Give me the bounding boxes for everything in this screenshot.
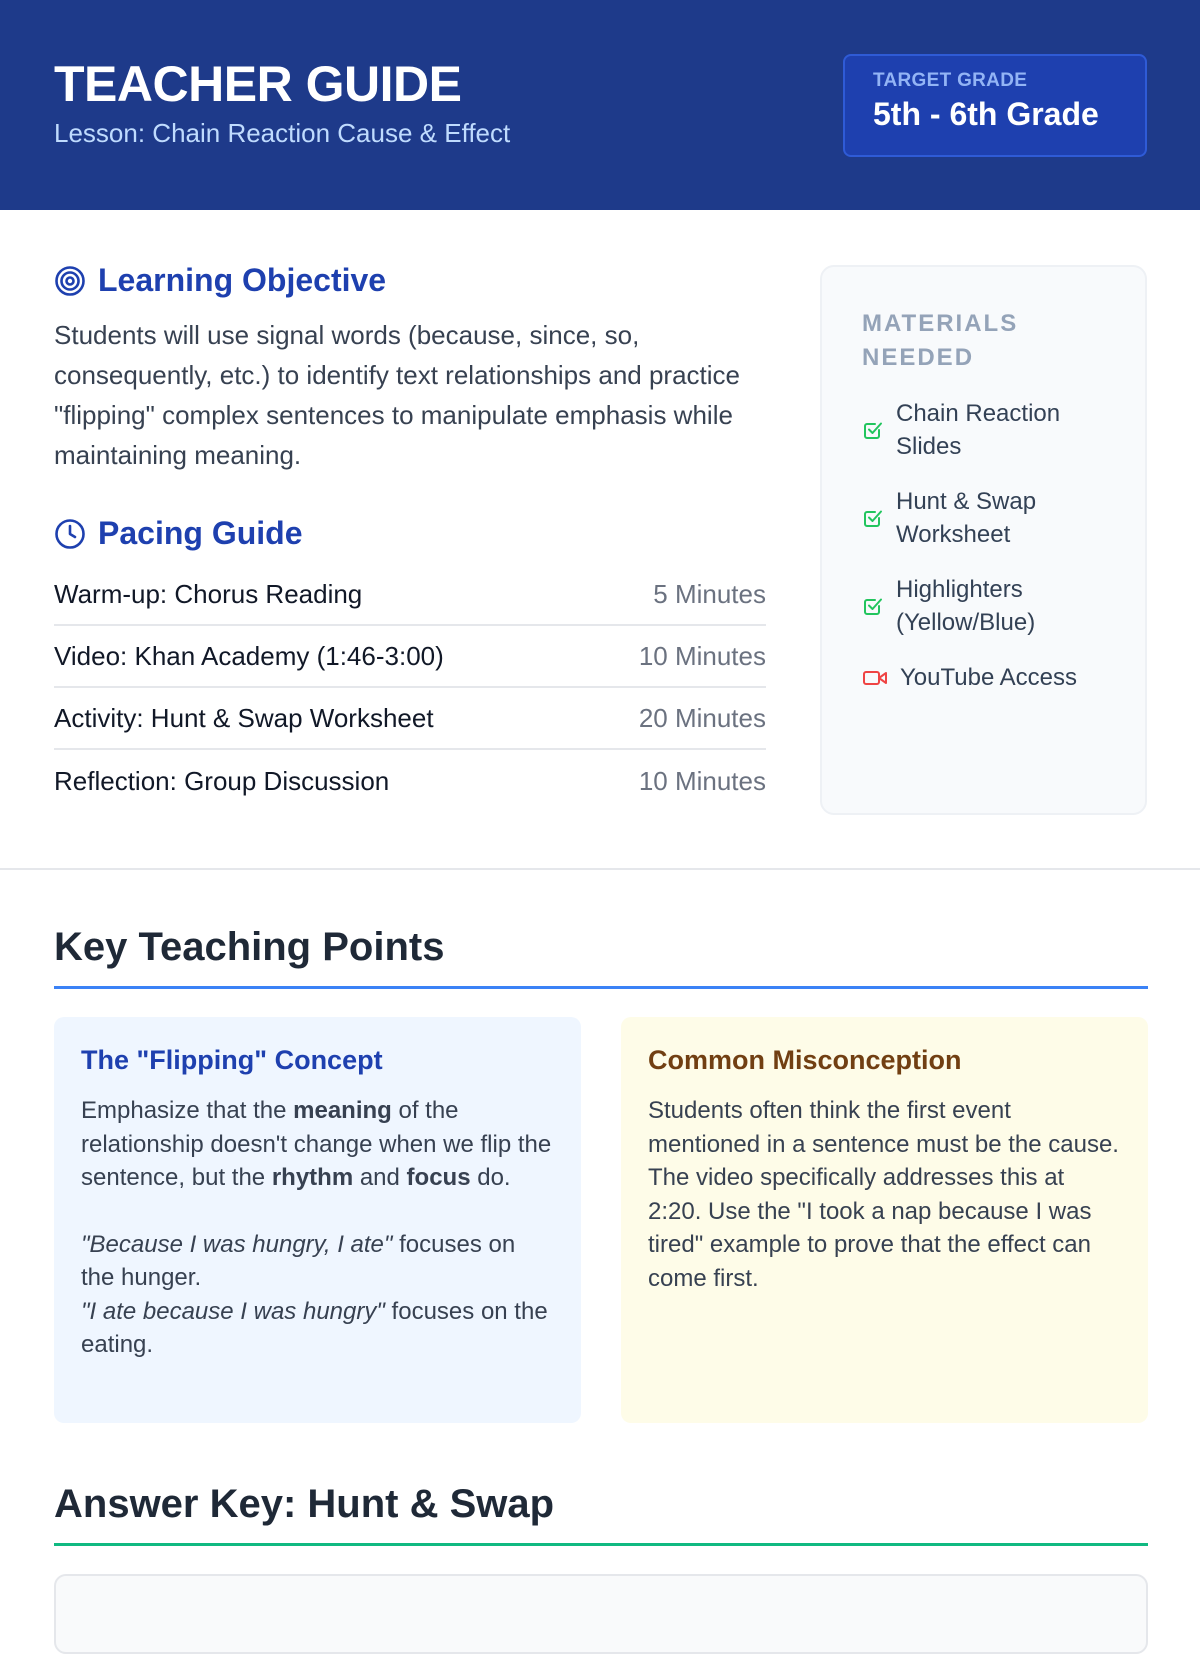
materials-panel — [820, 265, 1147, 815]
key-teaching-points-section — [54, 925, 1148, 1423]
teaching-cards — [54, 1017, 1148, 1423]
flipping-examples: "Because I was hungry, I ate" focuses on the hunger. "I ate because I was hungry" focuses on the eating. — [81, 1230, 548, 1358]
material-label: YouTube Access — [900, 664, 1078, 691]
overview-section — [0, 210, 1200, 870]
page-title: TEACHER GUIDE — [54, 56, 462, 112]
pacing-activity: Reflection: Group Discussion — [54, 765, 390, 796]
pacing-guide-heading — [54, 515, 766, 552]
pacing-row — [54, 626, 766, 688]
target-grade-value: 5th - 6th Grade — [873, 96, 1099, 132]
flipping-concept-text: Emphasize that the meaning of the relationship doesn't change when we flip the sentence, but the rhythm and focus do. — [81, 1097, 552, 1191]
key-teaching-points-heading: Key Teaching Points — [54, 925, 1148, 989]
answer-key-section — [54, 1482, 1148, 1654]
material-label: Chain Reaction Slides — [896, 400, 1061, 460]
materials-title: MATERIALS NEEDED — [862, 310, 1019, 371]
material-label: Highlighters (Yellow/Blue) — [896, 576, 1036, 636]
pacing-activity: Activity: Hunt & Swap Worksheet — [54, 702, 434, 733]
clock-icon — [54, 518, 86, 550]
pacing-duration: 5 Minutes — [653, 578, 766, 609]
pacing-row — [54, 688, 766, 750]
material-label: Hunt & Swap Worksheet — [896, 488, 1037, 548]
pacing-guide-title: Pacing Guide — [98, 515, 303, 551]
misconception-title: Common Misconception — [648, 1045, 962, 1075]
checkbox-icon — [862, 507, 884, 529]
checkbox-icon — [862, 595, 884, 617]
pacing-list — [54, 564, 766, 812]
answer-key-box — [54, 1574, 1148, 1654]
pacing-duration: 10 Minutes — [638, 640, 766, 671]
video-icon — [862, 667, 888, 689]
learning-objective-title: Learning Objective — [98, 262, 387, 298]
flipping-concept-title: The "Flipping" Concept — [81, 1045, 383, 1075]
pacing-activity: Warm-up: Chorus Reading — [54, 578, 363, 609]
objective-pacing-column — [54, 262, 766, 812]
pacing-duration: 10 Minutes — [638, 765, 766, 796]
pacing-row — [54, 750, 766, 812]
page-header — [0, 0, 1200, 210]
material-item — [862, 397, 1105, 463]
example-quote: "Because I was hungry, I ate" — [81, 1230, 393, 1258]
answer-key-heading: Answer Key: Hunt & Swap — [54, 1482, 1148, 1546]
pacing-duration: 20 Minutes — [638, 702, 766, 733]
lesson-subtitle: Lesson: Chain Reaction Cause & Effect — [54, 118, 511, 148]
checkbox-icon — [862, 419, 884, 441]
material-item — [862, 661, 1105, 694]
target-grade-label: TARGET GRADE — [873, 70, 1028, 91]
example-quote: "I ate because I was hungry" — [81, 1297, 385, 1325]
misconception-card — [621, 1017, 1148, 1423]
target-icon — [54, 265, 86, 297]
material-item — [862, 573, 1105, 639]
pacing-row — [54, 564, 766, 626]
misconception-text: Students often think the first event mentioned in a sentence must be the cause. The video specifically addresses this at 2:20. Use the "I took a nap because I was tired" example to prove that the effect can come first. — [648, 1097, 1119, 1292]
target-grade-badge — [843, 54, 1147, 157]
material-item — [862, 485, 1105, 551]
learning-objective-text: Students will use signal words (because, since, so, consequently, etc.) to identify text relationships and practice "flipping" complex sentences to manipulate emphasis while maintaining meaning. — [54, 320, 741, 470]
flipping-concept-card — [54, 1017, 581, 1423]
learning-objective-heading — [54, 262, 766, 299]
pacing-activity: Video: Khan Academy (1:46-3:00) — [54, 640, 444, 671]
